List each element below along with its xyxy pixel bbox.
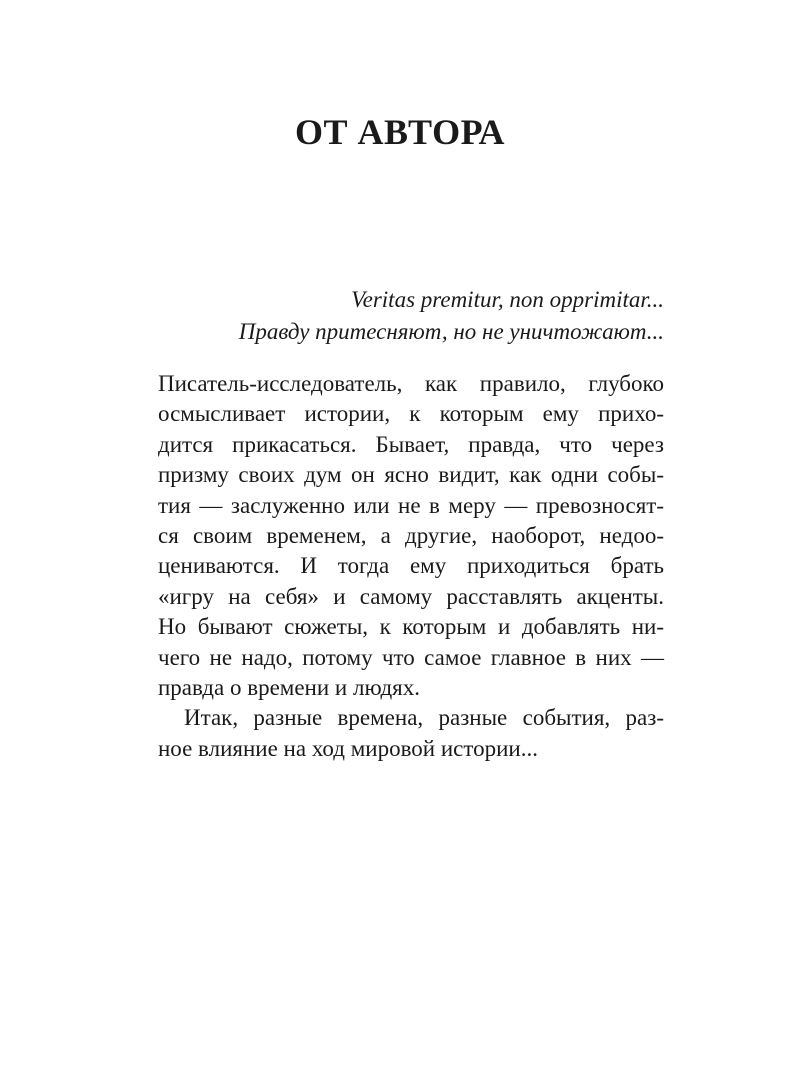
text-line: тия — заслуженно или не в меру — превозносят- (158, 492, 664, 518)
text-line: Итак, разные времена, разные события, раз- (184, 705, 664, 731)
text-line: ся своим временем, а другие, наоборот, недоо- (158, 522, 664, 548)
body-text (158, 369, 664, 764)
text-line: ное влияние на ход мировой истории... (158, 735, 538, 761)
text-line: «игру на себя» и самому расставлять акценты. (158, 583, 664, 609)
text-line: цениваются. И тогда ему приходиться брать (158, 553, 664, 579)
text-line: правда о времени и людях. (158, 674, 420, 700)
paragraph-1 (158, 369, 664, 703)
text-line: чего не надо, потому что самое главное в них — (158, 644, 664, 670)
text-line: призму своих дум он ясно видит, как одни собы- (158, 462, 664, 488)
epigraph-translation-line: Правду притесняют, но не уничтожают... (238, 319, 664, 344)
text-line: Писатель-исследователь, как правило, глубоко (158, 371, 664, 396)
text-line: осмысливает истории, к которым ему прихо- (158, 401, 664, 427)
paragraph-2 (158, 703, 664, 764)
epigraph-latin-line: Veritas premitur, non opprimitar... (351, 287, 664, 312)
text-line: дится прикасаться. Бывает, правда, что через (158, 431, 664, 457)
text-line: Но бывают сюжеты, к которым и добавлять ни- (158, 614, 664, 640)
chapter-title: ОТ АВТОРА (295, 112, 505, 152)
epigraph (158, 284, 664, 348)
